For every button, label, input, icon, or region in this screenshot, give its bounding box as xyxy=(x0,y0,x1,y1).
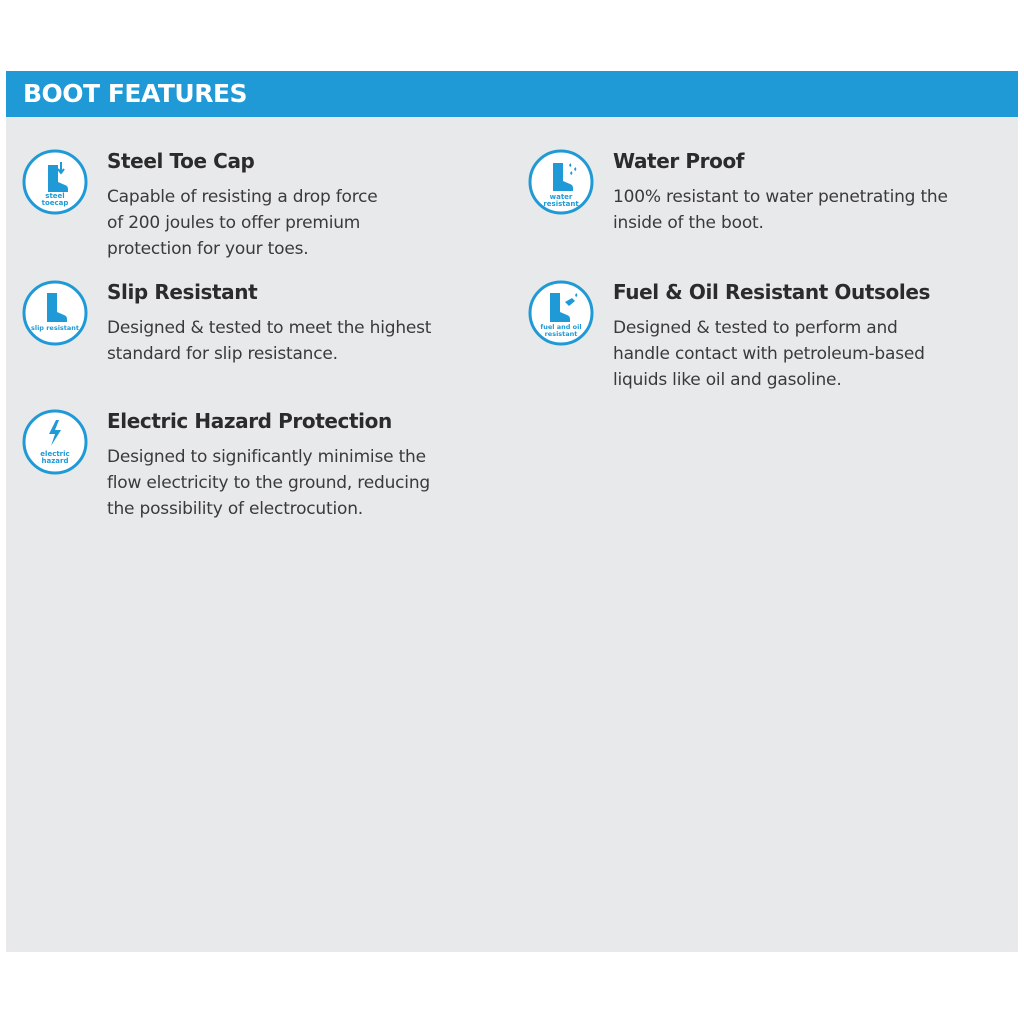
feature-description: 100% resistant to water penetrating the inside of the boot. xyxy=(613,187,948,233)
feature-description: Designed & tested to perform and handle contact with petroleum-based liquids like oil and gasoline. xyxy=(613,318,925,390)
feature-description: Capable of resisting a drop force of 200 joules to offer premium protection for your toes. xyxy=(107,187,378,259)
feature-title: Electric Hazard Protection xyxy=(107,409,392,433)
feature-description: Designed & tested to meet the highest standard for slip resistance. xyxy=(107,318,432,364)
feature-fuel-oil-resistant xyxy=(528,280,1008,400)
boot-features-panel xyxy=(6,71,1018,952)
svg-text:resistant: resistant xyxy=(544,330,578,338)
section-header xyxy=(6,71,1018,117)
slip-resistant-icon xyxy=(22,280,88,346)
feature-description: Designed to significantly minimise the flow electricity to the ground, reducing the possibility of electrocution. xyxy=(107,447,430,519)
feature-title: Fuel & Oil Resistant Outsoles xyxy=(613,280,930,304)
svg-text:electric: electric xyxy=(40,450,70,458)
feature-title: Slip Resistant xyxy=(107,280,258,304)
svg-text:toecap: toecap xyxy=(41,199,69,207)
electric-hazard-icon xyxy=(22,409,88,475)
feature-title: Water Proof xyxy=(613,149,745,173)
feature-title: Steel Toe Cap xyxy=(107,149,255,173)
feature-electric-hazard xyxy=(22,409,502,529)
feature-water-proof xyxy=(528,149,1008,249)
svg-text:steel: steel xyxy=(45,192,65,200)
svg-text:resistant: resistant xyxy=(543,200,579,208)
water-resistant-icon xyxy=(528,149,594,215)
fuel-oil-resistant-icon xyxy=(528,280,594,346)
svg-text:hazard: hazard xyxy=(41,457,69,465)
svg-text:slip resistant: slip resistant xyxy=(30,324,80,332)
svg-text:fuel and oil: fuel and oil xyxy=(540,323,582,331)
steel-toecap-icon xyxy=(22,149,88,215)
feature-steel-toe-cap xyxy=(22,149,502,269)
svg-text:water: water xyxy=(549,193,573,201)
section-title: BOOT FEATURES xyxy=(23,79,248,108)
feature-slip-resistant xyxy=(22,280,502,380)
